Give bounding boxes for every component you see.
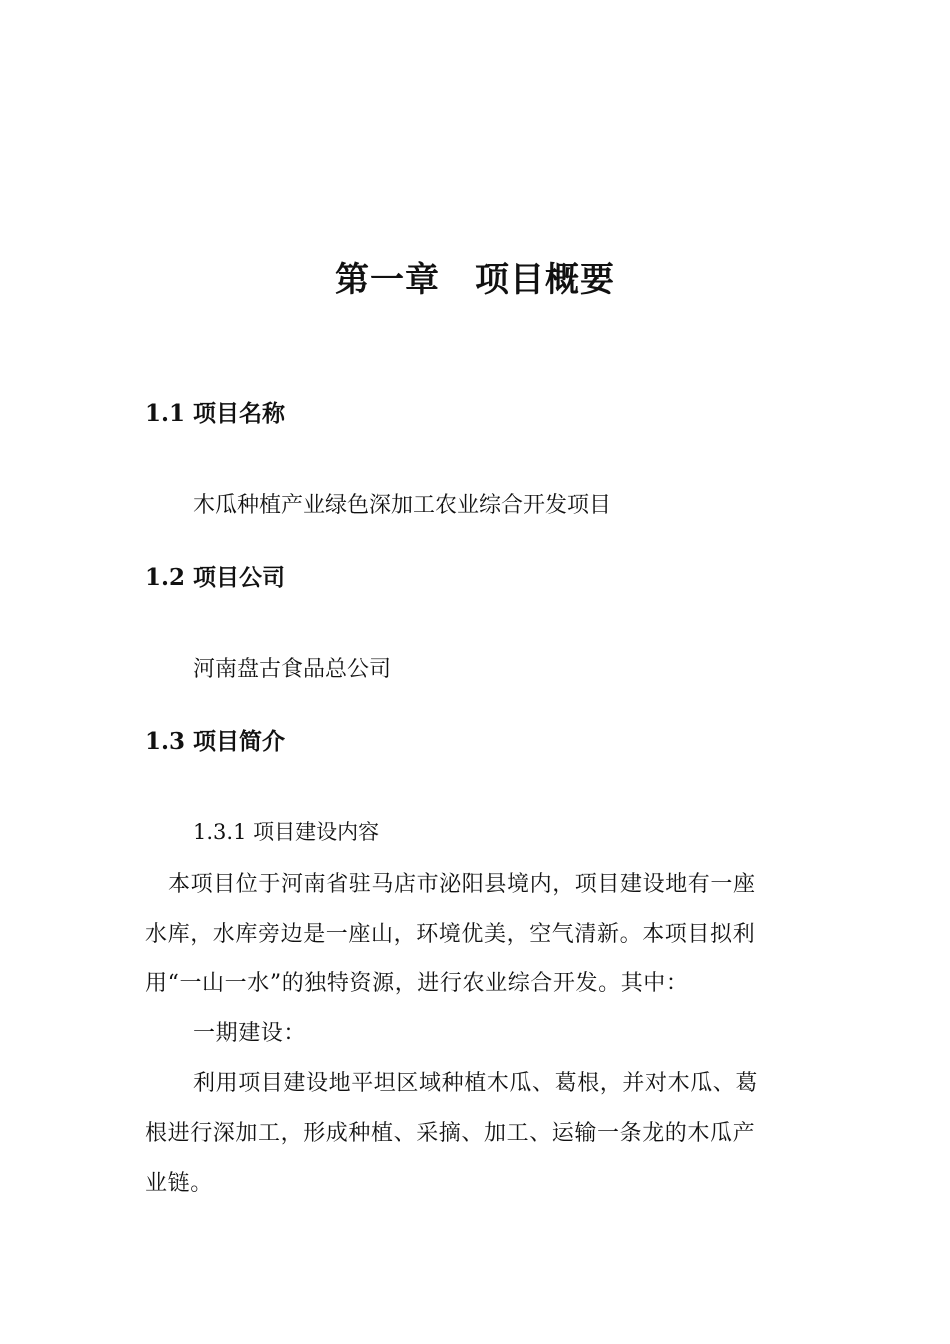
section-heading-1-2: 1.2 项目公司	[145, 564, 286, 591]
section-heading-1-3: 1.3 项目简介	[145, 728, 286, 755]
phase1-label: 一期建设：	[193, 1021, 307, 1046]
body-para1-line3: 用“一山一水”的独特资源，进行农业综合开发。其中：	[145, 971, 689, 996]
chapter-title: 第一章 项目概要	[335, 260, 615, 300]
project-name-text: 木瓜种植产业绿色深加工农业综合开发项目	[193, 493, 612, 518]
subsection-heading-1-3-1: 1.3.1 项目建设内容	[193, 820, 380, 844]
body-para2-line1: 利用项目建设地平坦区域种植木瓜、葛根，并对木瓜、葛	[193, 1071, 759, 1096]
section-heading-1-1: 1.1 项目名称	[145, 400, 286, 427]
project-company-text: 河南盘古食品总公司	[193, 657, 392, 682]
body-para2-line3: 业链。	[145, 1171, 213, 1196]
body-para2-line2: 根进行深加工，形成种植、采摘、加工、运输一条龙的木瓜产	[145, 1121, 756, 1146]
body-para1-line2: 水库，水库旁边是一座山，环境优美，空气清新。本项目拟利	[145, 922, 756, 947]
body-para1-line1: 本项目位于河南省驻马店市泌阳县境内，项目建设地有一座	[168, 872, 756, 897]
